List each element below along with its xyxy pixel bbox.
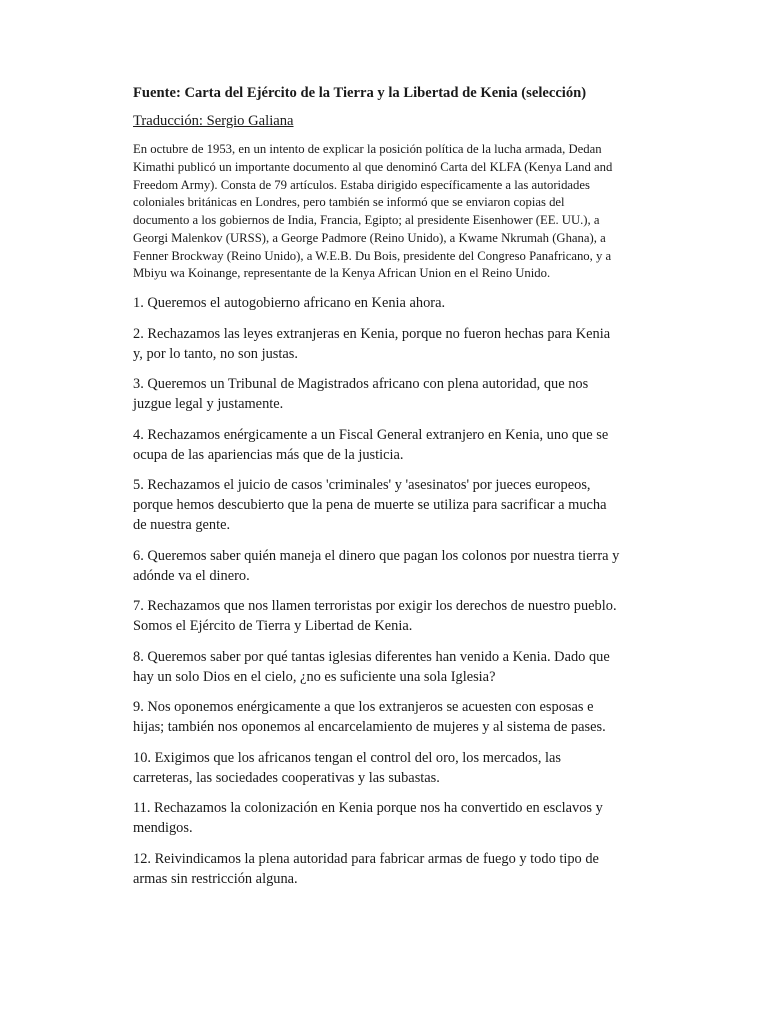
intro-paragraph: En octubre de 1953, en un intento de explicar la posición política de la lucha armada, Dedan Kimathi publicó un importante documento al que denominó Carta del KLFA (Kenya Land and Freedom Army). Consta de 79 artículos. Estaba dirigido específicamente a las autoridades coloniales británicas en Londres, pero también se informó que se enviaron copias del documento a los gobiernos de India, Francia, Egipto; al presidente Eisenhower (EE. UU.), a Georgi Malenkov (URSS), a George Padmore (Reino Unido), a Kwame Nkrumah (Ghana), a Fenner Brockway (Reino Unido), a W.E.B. Du Bois, presidente del Congreso Panafricano, y a Mbiyu wa Koinange, representante de la Kenya African Union en el Reino Unido. [133, 142, 613, 281]
document-page [133, 84, 623, 899]
article-item: 10. Exigimos que los africanos tengan el control del oro, los mercados, las carreteras, las sociedades cooperativas y las subastas. [133, 749, 562, 786]
article-item: 5. Rechazamos el juicio de casos 'criminales' y 'asesinatos' por jueces europeos, porque hemos descubierto que la pena de muerte se utiliza para sacrificar a mucha de nuestra gente. [133, 477, 607, 533]
translator-credit: Traducción: Sergio Galiana [133, 113, 294, 129]
article-item: 7. Rechazamos que nos llamen terroristas por exigir los derechos de nuestro pueblo. Somos el Ejército de Tierra y Libertad de Kenia. [133, 598, 617, 634]
article-list [133, 293, 623, 889]
article-item: 3. Queremos un Tribunal de Magistrados africano con plena autoridad, que nos juzgue legal y justamente. [133, 376, 589, 412]
article-item: 6. Queremos saber quién maneja el dinero que pagan los colonos por nuestra tierra y adónde va el dinero. [133, 547, 620, 584]
article-item: 12. Reivindicamos la plena autoridad para fabricar armas de fuego y todo tipo de armas sin restricción alguna. [133, 850, 599, 887]
article-item: 9. Nos oponemos enérgicamente a que los extranjeros se acuesten con esposas e hijas; también nos oponemos al encarcelamiento de mujeres y al sistema de pases. [133, 699, 606, 735]
document-title: Fuente: Carta del Ejército de la Tierra y la Libertad de Kenia (selección) [133, 85, 587, 101]
article-item: 2. Rechazamos las leyes extranjeras en Kenia, porque no fueron hechas para Kenia y, por lo tanto, no son justas. [133, 325, 611, 362]
article-item: 4. Rechazamos enérgicamente a un Fiscal General extranjero en Kenia, uno que se ocupa de las apariencias más que de la justicia. [133, 426, 609, 463]
article-item: 8. Queremos saber por qué tantas iglesias diferentes han venido a Kenia. Dado que hay un solo Dios en el cielo, ¿no es suficiente una sola Iglesia? [133, 648, 610, 685]
article-item: 11. Rechazamos la colonización en Kenia porque nos ha convertido en esclavos y mendigos. [133, 800, 603, 836]
article-item: 1. Queremos el autogobierno africano en Kenia ahora. [133, 295, 446, 311]
